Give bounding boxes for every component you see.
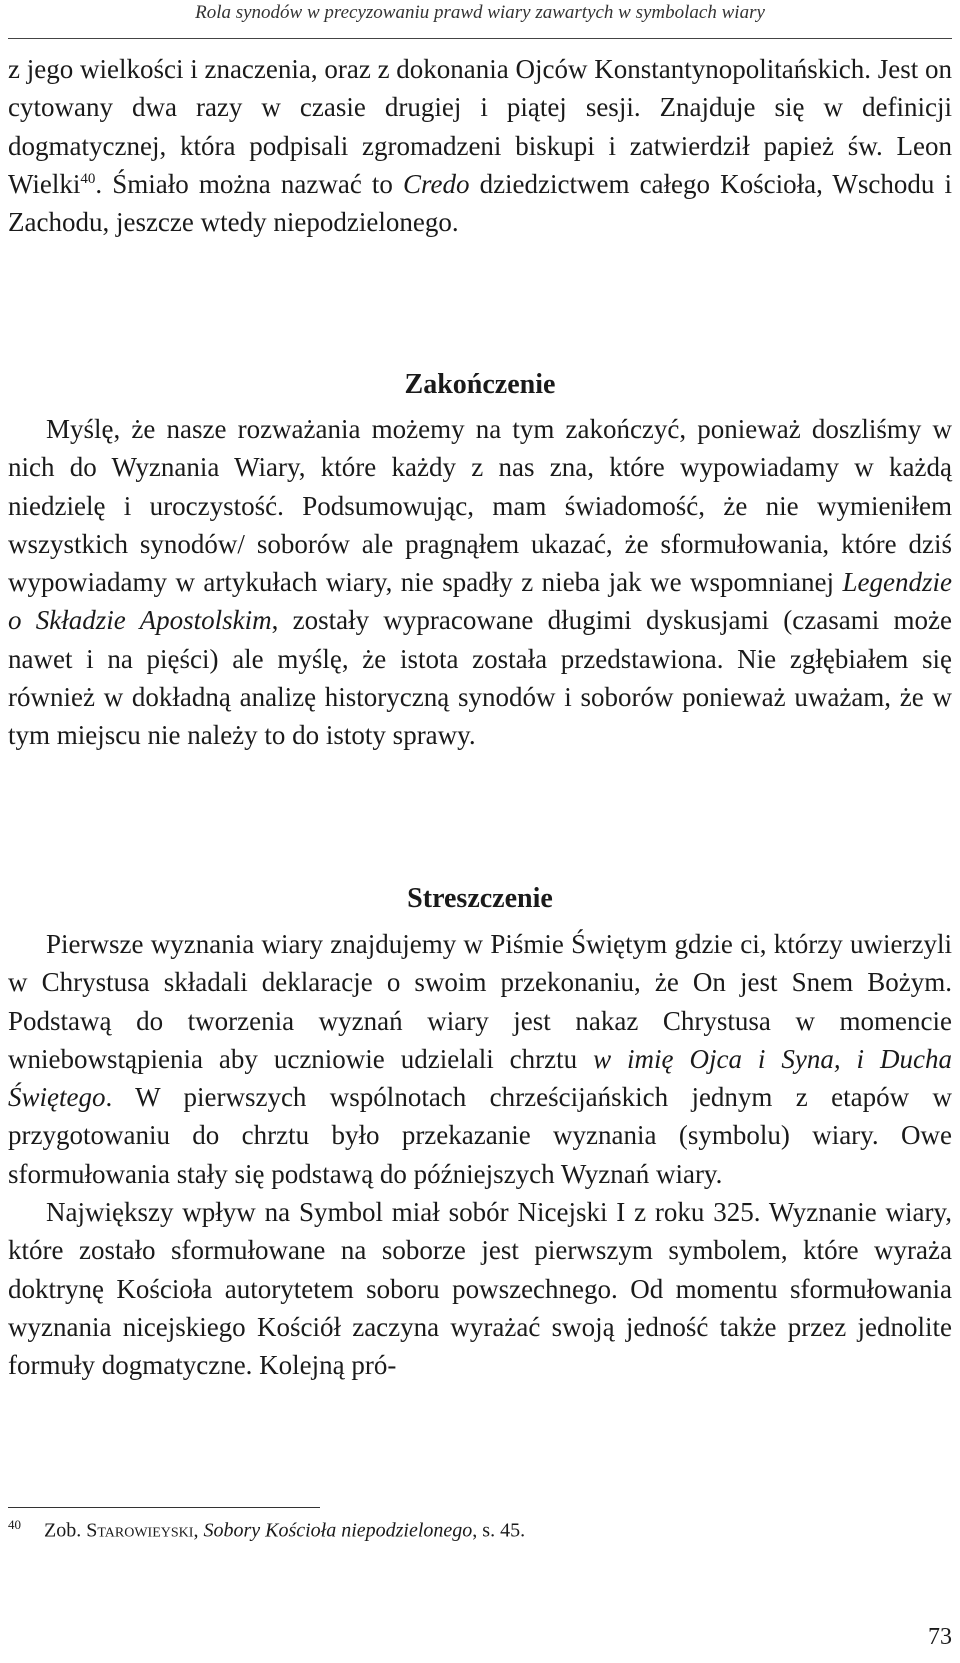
streszczenie-p1-text-2: . W pierwszych wspólnotach chrześcijańskich jednym z etapów w przygotowaniu do chrztu było przekazanie wyznania (symbolu) wiary. Owe sformułowania stały się podstawą do późniejszych Wyznań wiary. xyxy=(8,1082,952,1189)
streszczenie-paragraph-2: Największy wpływ na Symbol miał sobór Nicejski I z roku 325. Wyznanie wiary, które zostało sformułowane na soborze jest pierwszym symbolem, które wyraża doktrynę Kościoła autorytetem soboru powszechnego. Od momentu sformułowania wyznania nicejskiego Kościół zaczyna wyrażać swoją jedność także przez jednolite formuły dogmatyczne. Kolejną pró- xyxy=(8,1197,952,1381)
intro-text-1: z jego wielkości i znaczenia, oraz z dokonania Ojców Konstantynopolitańskich. Jest on cytowany dwa razy w czasie drugiej i piątej sesji. Znajduje się w definicji dogmatycznej, która podpisali zgromadzeni biskupi i zatwierdził papież św. Leon Wielki xyxy=(8,54,952,199)
streszczenie-p1-italic: w imię Ojca i Syna, i Ducha Świętego xyxy=(8,1043,952,1113)
zakonczenie-text-1: Myślę, że nasze rozważania możemy na tym zakończyć, ponieważ doszliśmy w nich do Wyznania Wiary, które każdy z nas zna, które wypowiadamy w każdą niedzielę i uroczystość. Podsumowując, mam świadomość, że nie wymieniłem wszystkich synodów/ soborów ale pragnąłem ukazać, że sformułowania, które dziś wypowiadamy w artykułach wiary, nie spadły z nieba jak we wspomnianej xyxy=(8,414,952,598)
intro-paragraph xyxy=(8,50,952,241)
footnote-separator: , xyxy=(193,1519,204,1542)
footnote-number: 40 xyxy=(8,1517,21,1532)
streszczenie-body xyxy=(8,925,952,1385)
footnote-title: Sobory Kościoła niepodzielonego xyxy=(203,1519,473,1542)
streszczenie-paragraph-1 xyxy=(8,925,952,1193)
running-header: Rola synodów w precyzowaniu prawd wiary zawartych w symbolach wiary xyxy=(195,2,765,23)
page-number: 73 xyxy=(928,1624,952,1650)
intro-italic-credo: Credo xyxy=(402,168,470,199)
footnote xyxy=(8,1517,952,1543)
footnote-suffix: , s. 45. xyxy=(472,1519,526,1542)
header-divider xyxy=(8,38,952,39)
footnote-prefix: Zob. xyxy=(44,1519,87,1542)
footnote-author: Starowieyski xyxy=(86,1519,194,1542)
footnote-divider xyxy=(8,1507,320,1508)
heading-zakonczenie: Zakończenie xyxy=(404,369,556,400)
intro-text-2: . Śmiało można nazwać to xyxy=(95,168,403,199)
intro-text-3: dziedzictwem całego Kościoła, Wschodu i Zachodu, jeszcze wtedy niepodzielonego. xyxy=(8,168,952,238)
footnote-reference[interactable]: 40 xyxy=(80,170,96,187)
zakonczenie-italic: Legendzie o Składzie Apostolskim xyxy=(8,567,952,636)
streszczenie-p1-text-1: Pierwsze wyznania wiary znajdujemy w Piśmie Świętym gdzie ci, którzy uwierzyli w Chrystusa składali deklaracje o swoim przekonaniu, że On jest Snem Bożym. Podstawą do tworzenia wyznań wiary jest nakaz Chrystusa w momencie wniebowstąpienia aby uczniowie udzielali chrztu xyxy=(8,929,952,1074)
zakonczenie-paragraph xyxy=(8,410,952,755)
zakonczenie-text-2: , zostały wypracowane długimi dyskusjami (czasami może nawet i na pięści) ale myślę, że istota została przedstawiona. Nie zgłębiałem się również w dokładną analizę historyczną synodów i soborów ponieważ uważam, że w tym miejscu nie należy to do istoty sprawy. xyxy=(8,605,952,751)
heading-streszczenie: Streszczenie xyxy=(407,883,553,914)
